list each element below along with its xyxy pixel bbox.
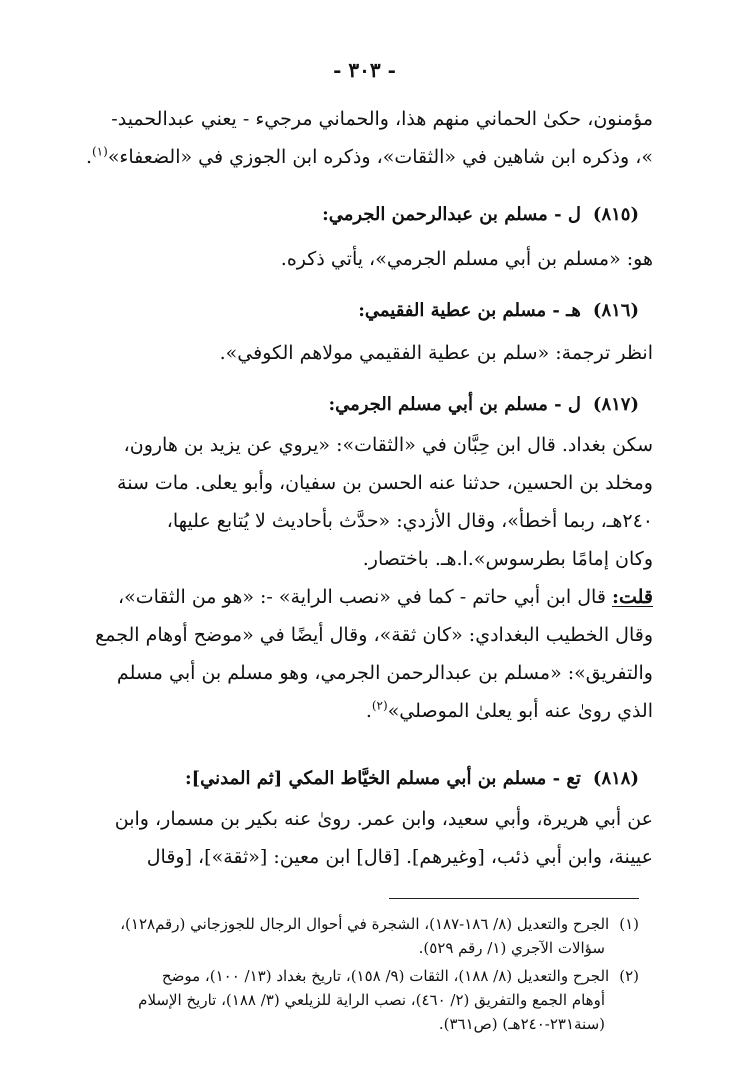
text-line: عيينة، وابن أبي ذئب، [وغيرهم]. [قال] ابن معين: [«ثقة»]، [وقال [146, 846, 653, 868]
entry-title: ل - مسلم بن أبي مسلم الجرمي: [328, 394, 581, 415]
footnote-1 [79, 912, 639, 960]
line-text: قال ابن أبي حاتم - كما في «نصب الراية» -: «هو من الثقات»، [117, 586, 612, 608]
entry-heading-818 [65, 764, 639, 794]
entry-body-816 [65, 334, 653, 372]
intro-paragraph [65, 100, 653, 176]
text-line [65, 578, 653, 616]
entry-body-818 [65, 800, 653, 876]
footnote-2 [79, 964, 639, 1036]
text-line: عن أبي هريرة، وأبي سعيد، وابن عمر. روىٰ عنه بكير بن مسمار، وابن [114, 808, 653, 830]
text-line: وكان إمامًا بطرسوس».ا.هـ. باختصار. [362, 548, 653, 570]
text-line [65, 138, 653, 176]
footnote-separator [389, 898, 639, 899]
entry-number: (٨١٨) [592, 768, 639, 789]
footnote-number: (٢) [619, 967, 639, 985]
footnote-text: الجرح والتعديل (٨/ ١٨٨)، الثقات (٩/ ١٥٨)، تاريخ بغداد (١٣/ ١٠٠)، موضح [161, 967, 610, 985]
footnote-text: الجرح والتعديل (٨/ ١٨٦-١٨٧)، الشجرة في أحوال الرجال للجوزجاني (رقم١٢٨)، [120, 915, 610, 933]
entry-heading-817 [65, 390, 639, 420]
entry-body-815 [65, 240, 653, 278]
entry-number: (٨١٧) [592, 394, 639, 415]
page-number: - ٣٠٣ - [333, 58, 396, 82]
entry-heading-815 [65, 200, 639, 230]
footnote-line [79, 912, 639, 936]
entry-body-817 [65, 426, 653, 730]
text-line [65, 692, 653, 730]
line-text: الذي رویٰ عنه أبو يعلىٰ الموصلي» [387, 700, 653, 722]
line-text: »، وذكره ابن شاهين في «الثقات»، وذكره ابن الجوزي في «الضعفاء» [107, 146, 653, 168]
footnote-line: (سنة٢٣١-٢٤٠هـ) (ص٣٦١). [438, 1015, 605, 1033]
text-line: مؤمنون، حكىٰ الحماني منهم هذا، والحماني مرجيء - يعني عبدالحميد- [111, 108, 653, 130]
line-end: . [365, 700, 372, 722]
text-line: سكن بغداد. قال ابن حِبَّان في «الثقات»: «يروي عن يزيد بن هارون، [123, 434, 653, 456]
entry-number: (٨١٥) [592, 204, 639, 225]
entry-number: (٨١٦) [592, 300, 639, 321]
entry-title: هـ - مسلم بن عطية الفقيمي: [358, 300, 581, 321]
line-end: . [85, 146, 92, 168]
text-line: وقال الخطيب البغدادي: «كان ثقة»، وقال أيضًا في «موضح أوهام الجمع [95, 624, 653, 646]
text-line: ومخلد بن الحسين، حدثنا عنه الحسن بن سفيان، وأبو يعلى. مات سنة [117, 472, 653, 494]
entry-title: ل - مسلم بن عبدالرحمن الجرمي: [322, 204, 581, 225]
footnote-line: أوهام الجمع والتفريق (٢/ ٤٦٠)، نصب الراية للزيلعي (٣/ ١٨٨)، تاريخ الإسلام [138, 991, 605, 1009]
footnote-ref: (٢) [371, 698, 388, 713]
text-line: والتفريق»: «مسلم بن عبدالرحمن الجرمي، وهو مسلم بن أبي مسلم [116, 662, 653, 684]
entry-title: تع - مسلم بن أبي مسلم الخيَّاط المكي [ثم المدني]: [184, 768, 581, 789]
footnote-line: سؤالات الآجري (١/ رقم ٥٢٩). [418, 939, 605, 957]
entry-heading-816 [65, 296, 639, 326]
text-line: ٢٤٠هـ، ربما أخطأ»، وقال الأزدي: «حدَّث بأحاديث لا يُتابع عليها، [166, 510, 653, 532]
text-line: هو: «مسلم بن أبي مسلم الجرمي»، يأتي ذكره. [280, 248, 653, 270]
footnote-ref: (١) [91, 144, 108, 159]
footnote-number: (١) [619, 915, 639, 933]
qultu-label: قلت: [611, 586, 653, 608]
footnote-line [79, 964, 639, 988]
text-line: انظر ترجمة: «سلم بن عطية الفقيمي مولاهم الكوفي». [219, 342, 653, 364]
